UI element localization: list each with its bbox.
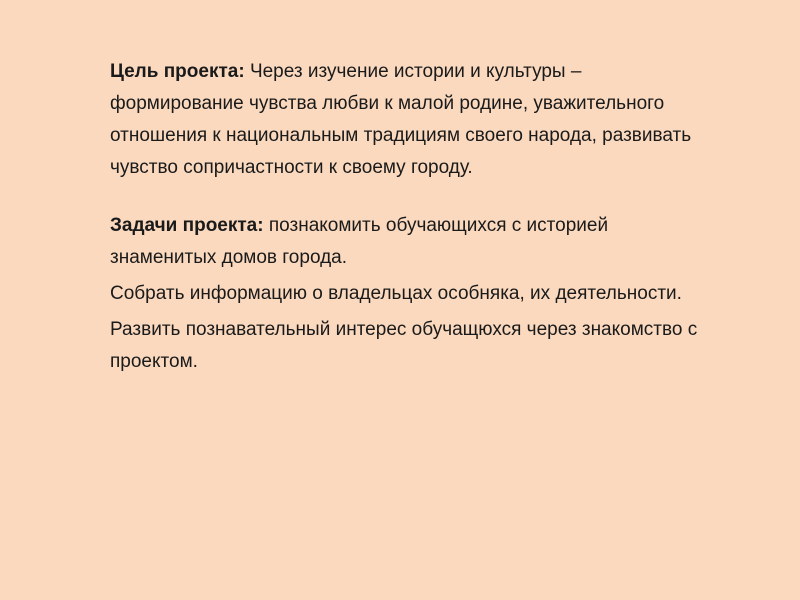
project-tasks-paragraph	[110, 210, 710, 274]
project-task-item: Собрать информацию о владельцах особняка, их деятельности.	[110, 283, 682, 304]
project-tasks-label: Задачи проекта:	[110, 215, 264, 236]
slide-content	[110, 56, 710, 382]
project-tasks-intro: познакомить обучающихся с историей знаменитых домов города.	[110, 215, 609, 268]
project-goal-text: Через изучение истории и культуры – формирование чувства любви к малой родине, уважительного отношения к национальным традициям своего народа, развивать чувство сопричастности к своему городу.	[110, 61, 692, 178]
project-goal-label: Цель проекта:	[110, 61, 245, 82]
project-task-item: Развить познавательный интерес обучащюхся через знакомство с проектом.	[110, 319, 698, 372]
project-goal-paragraph	[110, 56, 710, 184]
